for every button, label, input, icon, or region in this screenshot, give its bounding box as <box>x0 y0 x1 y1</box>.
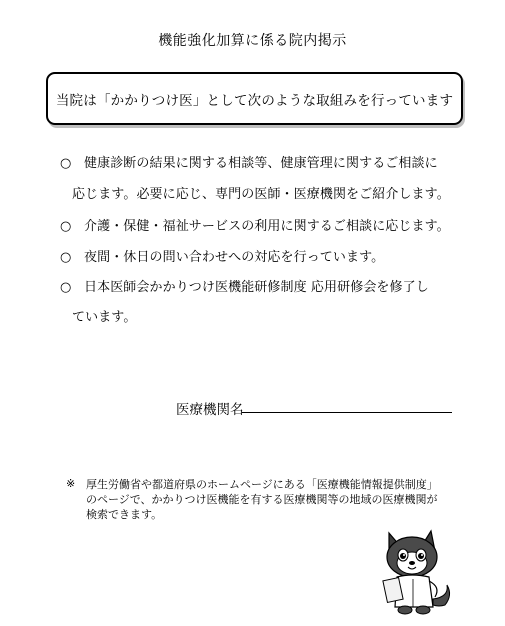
headline-box <box>46 72 463 125</box>
footnote-line: 検索できます。 <box>86 508 163 521</box>
bullet-circle: ○ <box>60 156 72 171</box>
item-continuation: 応じます。必要に応じ、専門の医師・医療機関をご紹介します。 <box>72 187 450 202</box>
list-item <box>60 246 384 265</box>
notice-title: 機能強化加算に係る院内掲示 <box>158 33 347 49</box>
signature-label: 医療機関名 <box>176 402 244 418</box>
mascot-illustration <box>377 527 461 617</box>
item-text: 日本医師会かかりつけ医機能研修制度 応用研修会を修了し <box>84 280 429 295</box>
list-item <box>60 276 429 295</box>
bullet-circle: ○ <box>60 219 72 234</box>
note-mark: ※ <box>66 477 76 490</box>
bullet-circle: ○ <box>60 280 72 295</box>
item-text: 健康診断の結果に関する相談等、健康管理に関するご相談に <box>84 156 438 171</box>
item-text: 介護・保健・福祉サービスの利用に関するご相談に応じます。 <box>84 219 450 234</box>
headline-text: 当院は「かかりつけ医」として次のような取組みを行っています <box>55 92 454 109</box>
footnote-line: のページで、かかりつけ医機能を有する医療機関等の地域の医療機関が <box>86 493 438 506</box>
item-text: 夜間・休日の問い合わせへの対応を行っています。 <box>84 250 385 265</box>
list-item <box>60 215 450 234</box>
footnote <box>86 477 438 522</box>
list-item <box>60 152 438 171</box>
item-continuation: ています。 <box>72 310 137 325</box>
bullet-circle: ○ <box>60 250 72 265</box>
signature-line <box>242 412 452 413</box>
footnote-line: 厚生労働省や都道府県のホームページにある「医療機能情報提供制度」 <box>86 478 438 491</box>
